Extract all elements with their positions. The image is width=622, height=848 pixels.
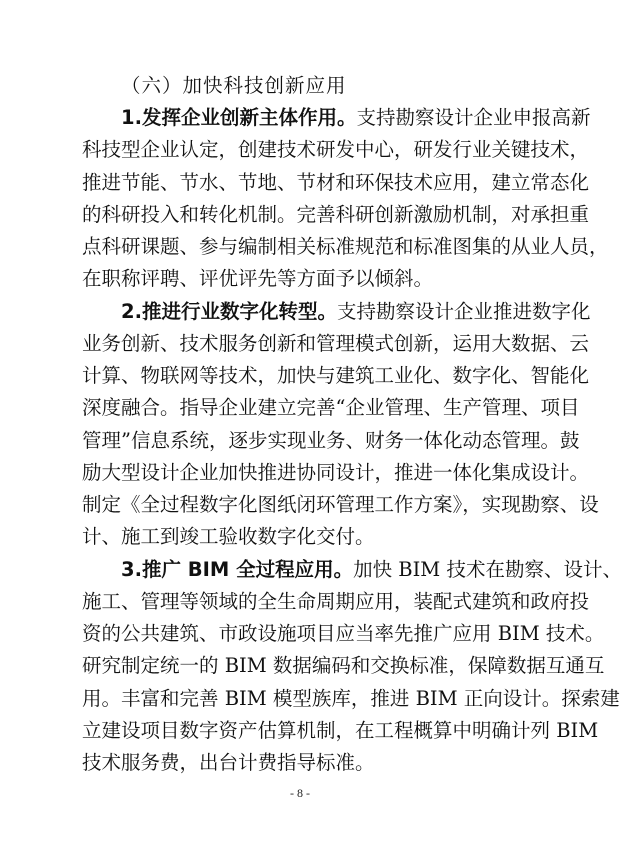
paragraph-2-line: 制定《全过程数字化图纸闭环管理工作方案》，实现勘察、设: [82, 493, 599, 517]
paragraph-2-line: 计算、物联网等技术，加快与建筑工业化、数字化、智能化: [82, 364, 590, 388]
paragraph-1-title: 1.发挥企业创新主体作用。: [121, 106, 357, 130]
paragraph-3-text: 加快 BIM 技术在勘察、设计、: [353, 557, 622, 581]
paragraph-3-line-1: [121, 553, 622, 587]
paragraph-1-line: 点科研课题、参与编制相关标准规范和标准图集的从业人员，: [82, 235, 609, 259]
paragraph-2-line: 励大型设计企业加快推进协同设计，推进一体化集成设计。: [82, 460, 590, 484]
paragraph-3-line: 施工、管理等领域的全生命周期应用，装配式建筑和政府投: [82, 589, 590, 613]
page-number: - 8 -: [290, 786, 310, 800]
paragraph-2-line: 管理”信息系统，逐步实现业务、财务一体化动态管理。鼓: [82, 428, 580, 452]
paragraph-2-line: 计、施工到竣工验收数字化交付。: [82, 525, 375, 549]
paragraph-3-line: 立建设项目数字资产估算机制，在工程概算中明确计列 BIM: [82, 718, 599, 742]
paragraph-1-line: 在职称评聘、评优评先等方面予以倾斜。: [82, 267, 434, 291]
paragraph-3-line: 技术服务费，出台计费指导标准。: [82, 751, 375, 774]
paragraph-3-title: 3.推广 BIM 全过程应用。: [121, 557, 354, 581]
paragraph-1-line-1: [121, 101, 591, 135]
paragraph-3-line: 资的公共建筑、市政设施项目应当率先推广应用 BIM 技术。: [82, 622, 605, 646]
paragraph-2-title: 2.推进行业数字化转型。: [121, 299, 337, 323]
paragraph-2-line: 深度融合。指导企业建立完善“企业管理、生产管理、项目: [82, 396, 580, 420]
paragraph-2-line: 业务创新、技术服务创新和管理模式创新，运用大数据、云: [82, 331, 590, 355]
paragraph-3-line: 用。丰富和完善 BIM 模型族库，推进 BIM 正向设计。探索建: [82, 686, 620, 710]
paragraph-1-text: 支持勘察设计企业申报高新: [356, 106, 591, 130]
paragraph-1-line: 推进节能、节水、节地、节材和环保技术应用，建立常态化: [82, 170, 590, 194]
paragraph-2-text: 支持勘察设计企业推进数字化: [336, 299, 591, 323]
paragraph-1-line: 的科研投入和转化机制。完善科研创新激励机制，对承担重: [82, 202, 590, 226]
section-heading: （六）加快科技创新应用: [121, 74, 347, 97]
paragraph-3-line: 研究制定统一的 BIM 数据编码和交换标准，保障数据互通互: [82, 654, 605, 678]
paragraph-1-line: 科技型企业认定，创建技术研发中心，研发行业关键技术，: [82, 138, 590, 162]
paragraph-2-line-1: [121, 295, 591, 329]
